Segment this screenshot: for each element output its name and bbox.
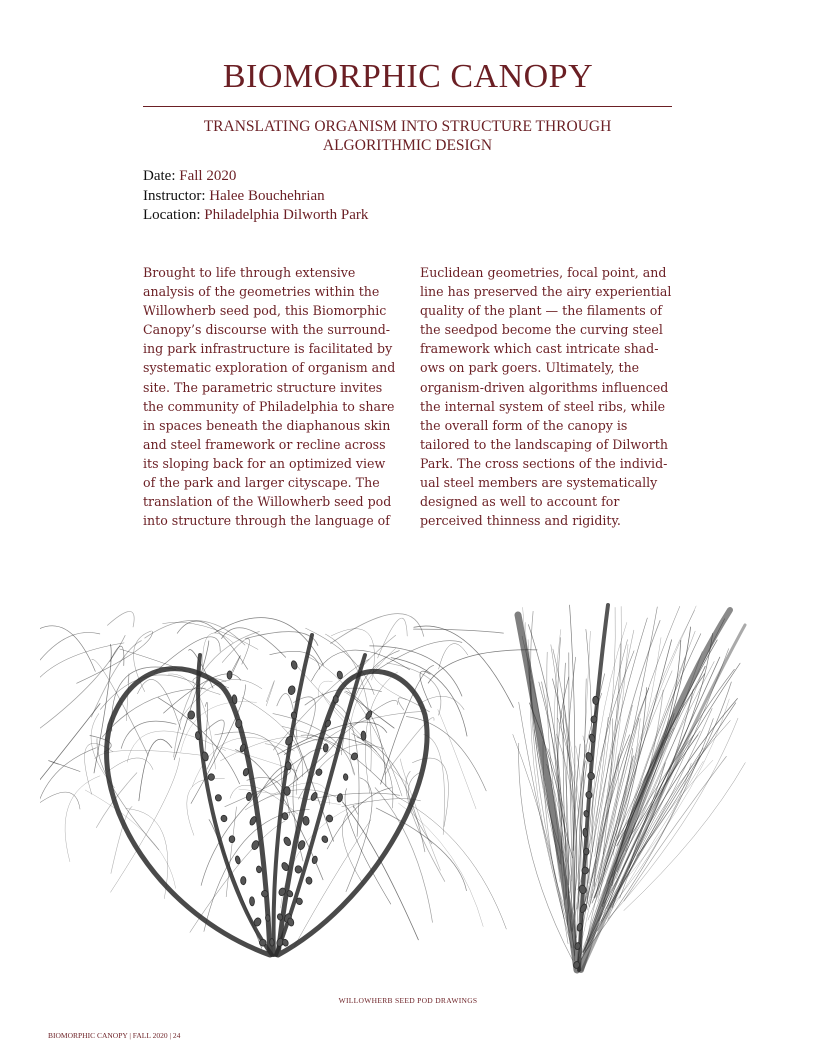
body-text-line: Willowherb seed pod, this Biomorphic [143, 303, 387, 319]
seed-pod-seed [265, 915, 270, 922]
seed-pod-hair-stroke [266, 681, 274, 706]
body-text-line: in spaces beneath the diaphanous skin [143, 417, 391, 433]
seed-pod-hair-stroke [428, 650, 537, 683]
seed-pod-hair-stroke [331, 614, 424, 644]
seed-pod-hair-stroke [342, 802, 418, 940]
body-text-line: site. The parametric structure invites [143, 379, 383, 395]
seed-pod-seed [333, 695, 339, 703]
location-value: Philadelphia Dilworth Park [204, 207, 369, 223]
body-text-line: ing park infrastructure is facilitated by [143, 341, 393, 357]
body-text-line: Euclidean geometries, focal point, and [420, 265, 667, 280]
seed-pod-seed [343, 774, 348, 781]
seed-pod-hair-stroke [345, 789, 391, 905]
meta-instructor [143, 187, 368, 207]
body-text-line: analysis of the geometries within the [143, 284, 380, 300]
seed-pod-hair-stroke [77, 631, 153, 683]
seed-pod-seed [207, 773, 215, 781]
seed-pod-seed [587, 772, 595, 781]
page-footer: BIOMORPHIC CANOPY | FALL 2020 | 24 [48, 1031, 181, 1040]
seed-pod-seed [235, 719, 242, 728]
seed-pod-seed [220, 814, 228, 822]
body-text-line: the seedpod become the curving steel [420, 322, 663, 338]
seed-pod-seed [284, 786, 291, 795]
seed-pod-rib [518, 615, 577, 970]
seed-pod-hair-stroke [111, 758, 180, 892]
seed-pod-seed [583, 848, 589, 855]
seed-pod-seed [585, 791, 593, 800]
seed-pod-seed [310, 791, 318, 801]
body-column-left [143, 263, 405, 530]
seed-pod-hair-stroke [327, 788, 391, 849]
body-column-right [420, 263, 682, 530]
body-text-line: ual steel members are systematically [420, 475, 658, 491]
page-subtitle [143, 117, 672, 155]
seed-pod-seed [241, 877, 246, 885]
body-text-line: of the park and larger cityscape. The [143, 475, 380, 491]
seed-pod-seed [295, 865, 302, 873]
seed-pod-seed [229, 836, 235, 843]
body-text-line: and steel framework or recline across [143, 436, 386, 452]
seed-pod-seed [249, 897, 254, 906]
body-text-line: the overall form of the canopy is [420, 417, 628, 433]
body-text-line: the community of Philadelphia to share [143, 398, 395, 414]
title-divider [143, 106, 672, 107]
seed-pod-seed [187, 711, 195, 720]
body-text-line: the internal system of steel ribs, while [420, 398, 666, 414]
seed-pod-seed [242, 768, 249, 777]
seed-pod-drawing-narrow [513, 605, 746, 970]
body-text-line: line has preserved the airy experiential [420, 284, 672, 300]
seed-pod-hair-stroke [40, 792, 80, 809]
body-text-line: perceived thinness and rigidity. [420, 513, 621, 529]
seed-pod-hair-stroke [100, 675, 194, 710]
seed-pod-hair-stroke [398, 803, 483, 926]
location-label: Location: [143, 207, 201, 223]
seed-pod-hair-stroke [414, 629, 504, 633]
body-text-line: systematic exploration of organism and [143, 360, 396, 376]
seed-pod-seed [361, 731, 366, 741]
seed-pod-hair-stroke [190, 821, 285, 932]
body-text-line: framework which cast intricate shad- [420, 341, 659, 357]
seed-pod-hair-stroke [139, 739, 172, 801]
seed-pod-seed [249, 816, 258, 826]
seed-pod-hair-stroke [406, 771, 445, 881]
seed-pod-seed [283, 836, 292, 847]
seed-pod-hair-stroke [107, 611, 134, 627]
seed-pod-hair-stroke [414, 626, 514, 707]
seed-pod-hair-stroke [40, 704, 100, 826]
body-text-line: its sloping back for an optimized view [143, 455, 386, 471]
seed-pod-hair-stroke [624, 756, 726, 901]
seed-pod-seed [305, 876, 312, 884]
seed-pod-hair-stroke [246, 632, 318, 646]
seed-pod-seed [291, 712, 297, 720]
seed-pod-hair-stroke [592, 622, 627, 851]
body-text-line: Brought to life through extensive [143, 265, 356, 280]
seed-pod-seed [246, 792, 252, 801]
seed-pod-seed [269, 938, 274, 946]
seed-pod-seed [312, 856, 318, 864]
seed-pod-hair-stroke [163, 622, 258, 649]
seed-pod-seed [214, 794, 222, 802]
seed-pod-hair-stroke [318, 681, 332, 697]
seed-pod-drawing-round [40, 611, 537, 955]
seed-pod-seed [303, 816, 310, 825]
seed-pod-seed [315, 768, 323, 777]
seed-pod-hair-stroke [391, 658, 467, 737]
figure-caption: WILLOWHERB SEED POD DRAWINGS [338, 996, 478, 1005]
seed-pod-seed [287, 685, 295, 695]
seed-pod-seed [591, 716, 598, 724]
page-title: BIOMORPHIC CANOPY [222, 58, 594, 95]
body-text-line: Canopy’s discourse with the surround- [143, 322, 391, 338]
seed-pod-hair-stroke [608, 718, 738, 919]
seed-pod-hair-stroke [174, 641, 209, 760]
meta-date [143, 167, 368, 187]
seed-pod-hair-stroke [398, 797, 506, 929]
seed-pod-hair-stroke [65, 776, 100, 862]
seed-pod-hair-stroke [40, 635, 125, 745]
date-value: Fall 2020 [179, 168, 237, 184]
body-text-line: designed as well to account for [420, 494, 620, 510]
seed-pod-hair-stroke [353, 806, 358, 815]
body-text-line: translation of the Willowherb seed pod [143, 494, 392, 510]
body-text-line: organism-driven algorithms influenced [420, 379, 669, 395]
seed-pod-seed [256, 866, 262, 873]
seed-pod-seed [336, 793, 343, 802]
seed-pod-seed [281, 812, 288, 820]
seed-pod-hair-stroke [365, 672, 397, 793]
project-meta [143, 167, 368, 226]
seed-pod-seed [290, 660, 298, 670]
seed-pod-hair-stroke [373, 641, 462, 673]
seed-pod-hair-stroke [137, 679, 180, 729]
seed-pod-seed [227, 671, 232, 679]
seed-pod-hair-stroke [439, 644, 468, 669]
body-text-line: Park. The cross sections of the individ- [420, 455, 668, 471]
seed-pod-hair-stroke [49, 761, 81, 772]
seed-pod-hair-stroke [308, 793, 400, 799]
instructor-label: Instructor: [143, 187, 206, 204]
body-text-line: ows on park goers. Ultimately, the [420, 360, 640, 376]
date-label: Date: [143, 168, 176, 184]
body-text-line: into structure through the language of [143, 513, 390, 529]
seed-pod-seed [321, 835, 329, 844]
subtitle-line-2: ALGORITHMIC DESIGN [322, 137, 493, 154]
seed-pod-seed [592, 696, 598, 704]
seed-pod-seed [235, 855, 241, 864]
body-text-line: tailored to the landscaping of Dilworth [420, 436, 668, 452]
seed-pod-drawings [40, 585, 780, 990]
seed-pod-seed [323, 744, 328, 753]
seed-pod-hair-stroke [121, 721, 176, 748]
instructor-value: Halee Bouchehrian [209, 187, 325, 204]
seed-pod-hair-stroke [438, 710, 476, 809]
meta-location [143, 206, 368, 226]
seed-pod-hair-stroke [589, 607, 657, 907]
body-text-line: quality of the plant — the filaments of [420, 303, 662, 319]
seed-pod-seed [285, 761, 291, 770]
subtitle-line-1: TRANSLATING ORGANISM INTO STRUCTURE THROUGH [203, 118, 612, 135]
